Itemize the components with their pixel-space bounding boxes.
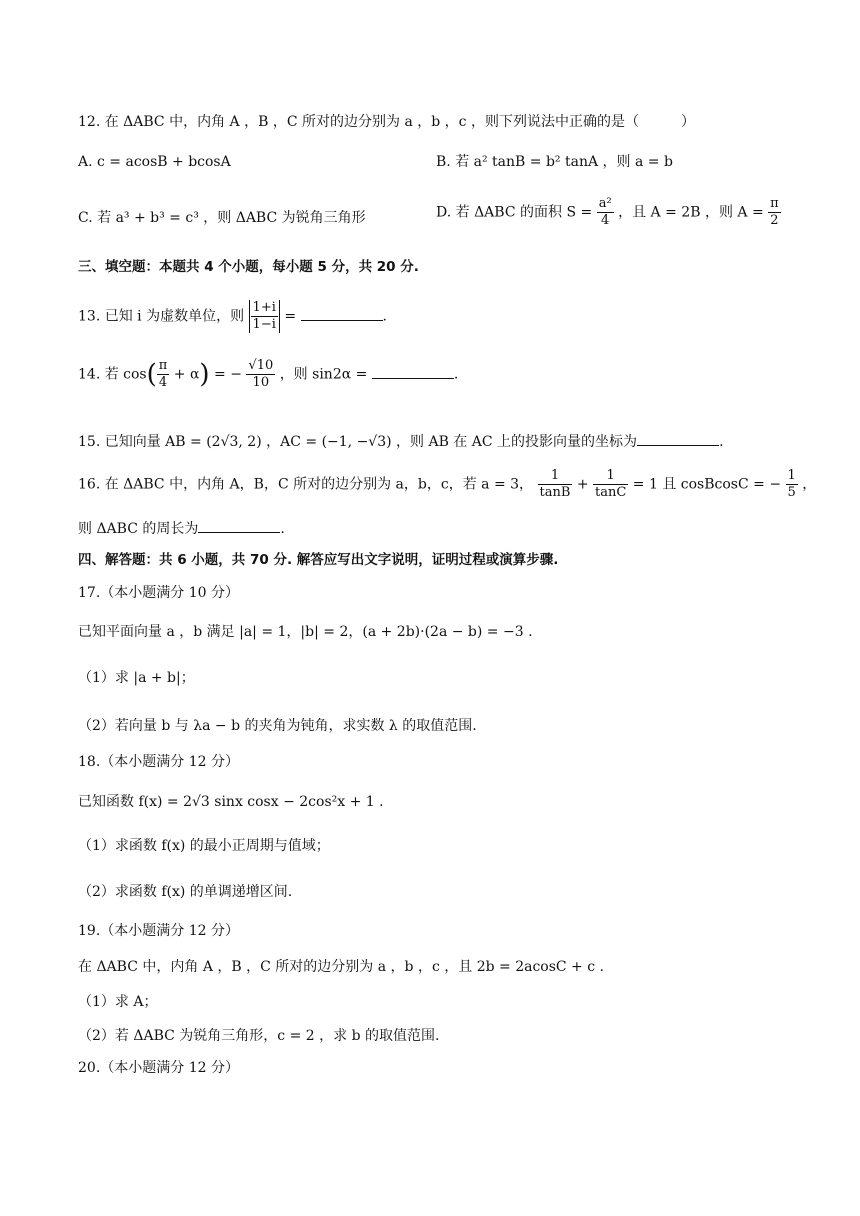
answer-blank [372, 364, 454, 379]
section-4-heading: 四、解答题：共 6 小题，共 70 分. 解答应写出文字说明，证明过程或演算步骤. [78, 552, 559, 568]
q17-head: 17.（本小题满分 10 分） [78, 585, 239, 601]
answer-blank [637, 431, 719, 446]
q12-stem: 12. 在 ΔABC 中，内角 A ，B ，C 所对的边分别为 a ，b ，c ，则下列说法中正确的是（ ） [78, 114, 695, 130]
q16-line2: 则 ΔABC 的周长为 . [78, 518, 285, 539]
q12-option-c: C. 若 a³ + b³ = c³ ，则 ΔABC 为锐角三角形 [78, 210, 366, 226]
q17-given: 已知平面向量 a ，b 满足 |a| = 1，|b| = 2，(a + 2b)·(2a − b) = −3 . [78, 624, 533, 640]
q12-option-a: A. c = acosB + bcosA [78, 154, 231, 170]
answer-blank [301, 306, 383, 321]
q19-part1: （1）求 A； [78, 994, 158, 1010]
q20-head: 20.（本小题满分 12 分） [78, 1060, 239, 1076]
section-3-heading: 三、填空题：本题共 4 个小题，每小题 5 分，共 20 分. [78, 259, 419, 275]
q12-option-d: D. 若 ΔABC 的面积 S = $\frac{\text{a²}}{4}$ ，且 A = 2B ，则 A = $\frac{\pi}{2}$ [436, 196, 779, 228]
q18-head: 18.（本小题满分 12 分） [78, 754, 239, 770]
answer-blank [198, 518, 280, 533]
q17-part2: （2）若向量 b 与 λa − b 的夹角为钝角，求实数 λ 的取值范围. [78, 718, 477, 734]
fraction: $\frac{\text{a²}}{4}$ [598, 196, 612, 228]
q18-part2: （2）求函数 f(x) 的单调递增区间. [78, 884, 293, 900]
q19-part2: （2）若 ΔABC 为锐角三角形，c = 2 ，求 b 的取值范围. [78, 1028, 440, 1044]
q19-head: 19.（本小题满分 12 分） [78, 923, 239, 939]
q18-part1: （1）求函数 f(x) 的最小正周期与值域； [78, 838, 330, 854]
q16: 16. 在 ΔABC 中，内角 A，B，C 所对的边分别为 a，b，c，若 a = 3， $\frac{1}{\tan B}$ + $\frac{1}{\tan C}$ = 1 且 cosBcosC = − $\frac{1}{5}$ ， [78, 468, 817, 500]
fraction: $\frac{\pi}{2}$ [770, 196, 779, 228]
q14: 14. 若 cos( $\frac{\pi}{4}$ + α) = − $\frac{√10}{10}$ ，则 sin2α = . [78, 358, 459, 390]
q19-given: 在 ΔABC 中，内角 A ，B ，C 所对的边分别为 a ，b ，c ，且 2b = 2acosC + c . [78, 959, 604, 975]
q15: 15. 已知向量 AB = (2√3, 2) ，AC = (−1, −√3) ，则 AB 在 AC 上的投影向量的坐标为 . [78, 431, 724, 452]
abs-bars: $\frac{1+i}{1-i}$ [249, 300, 280, 333]
q13: 13. 已知 i 为虚数单位，则 $\frac{1+i}{1-i}$ = . [78, 300, 387, 332]
q18-given: 已知函数 f(x) = 2√3 sinx cosx − 2cos²x + 1 . [78, 794, 384, 810]
q17-part1: （1）求 |a + b|； [78, 670, 195, 686]
q12-option-b: B. 若 a² tanB = b² tanA ，则 a = b [436, 154, 673, 170]
